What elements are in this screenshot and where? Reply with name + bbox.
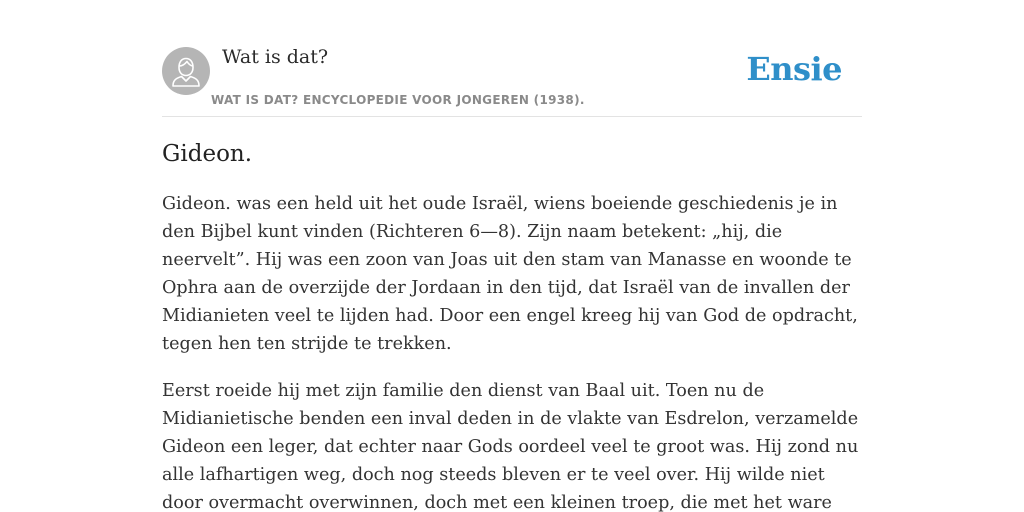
article-title: Gideon. bbox=[162, 141, 253, 167]
ensie-logo[interactable]: Ensie bbox=[746, 50, 842, 88]
source-avatar[interactable] bbox=[162, 47, 210, 95]
source-header bbox=[162, 44, 862, 117]
article bbox=[162, 138, 862, 512]
article-paragraph: Gideon. was een held uit het oude Israël, wiens boeiende geschiedenis je in den Bijbel kunt vinden (Richteren 6—8). Zijn naam betekent: „hij, die neervelt”. Hij was een zoon van Joas uit den stam van Manasse en woonde te Ophra aan de overzijde der Jordaan in den tijd, dat Israël van de invallen der Midianieten veel te lijden had. Door een engel kreeg hij van God de opdracht, tegen hen ten strijde te trekken. bbox=[162, 194, 858, 354]
source-subtitle[interactable]: WAT IS DAT? ENCYCLOPEDIE VOOR JONGEREN (1938). bbox=[211, 93, 585, 107]
source-title[interactable]: Wat is dat? bbox=[222, 46, 329, 68]
user-avatar-icon bbox=[162, 47, 210, 95]
article-paragraph: Eerst roeide hij met zijn familie den dienst van Baal uit. Toen nu de Midianietische benden een inval deden in de vlakte van Esdrelon, verzamelde Gideon een leger, dat echter naar Gods oordeel veel te groot was. Hij zond nu alle lafhartigen weg, doch nog steeds bleven er te veel over. Hij wilde niet door overmacht overwinnen, doch met een kleinen troep, die met het ware bbox=[162, 381, 859, 512]
